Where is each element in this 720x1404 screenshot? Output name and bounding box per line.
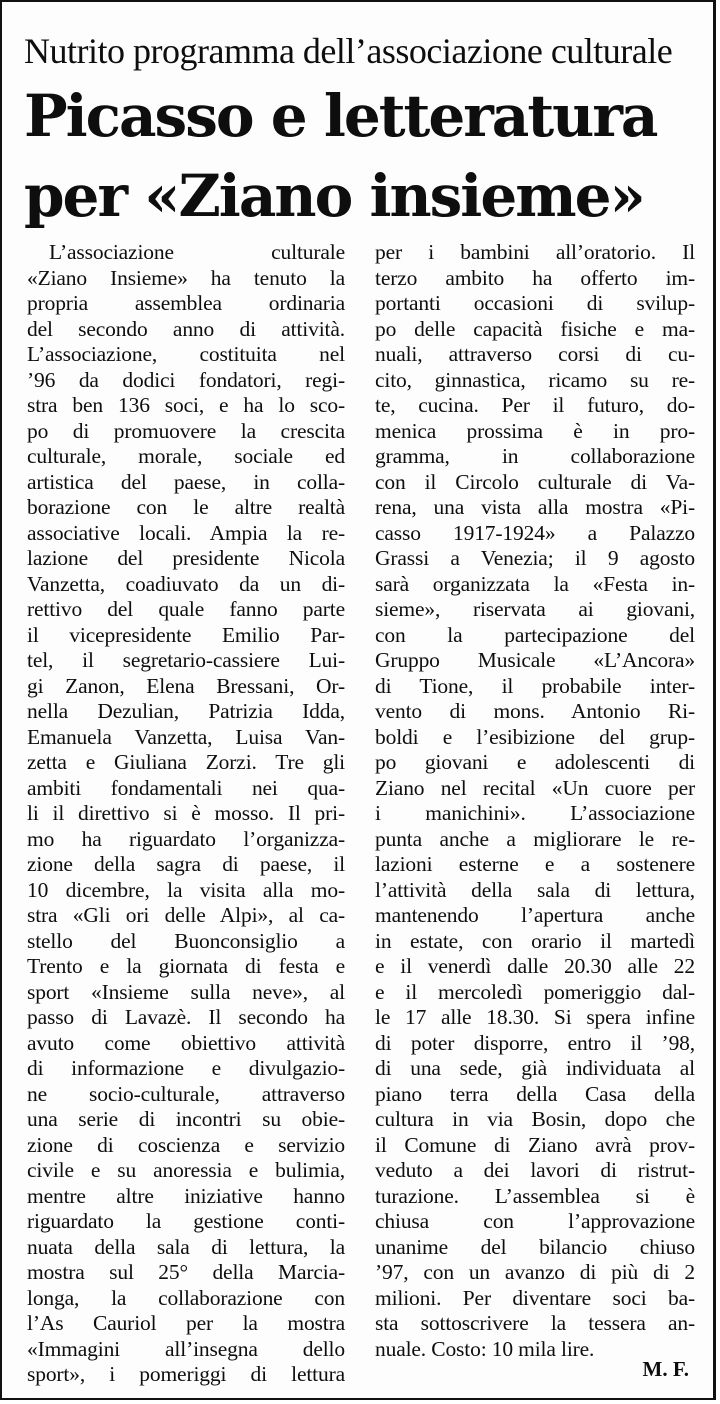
text-line: i manichini». L’associazione [375,801,695,825]
text-line: con la partecipazione del [375,622,695,647]
text-line: passo di Lavazè. Il secondo ha [27,1005,345,1029]
text-line: stra «Gli ori delle Alpi», al ca- [27,903,345,927]
text-line: di Tione, il probabile inter- [375,673,695,698]
text-line: del secondo anno di attività. [27,316,345,341]
text-line: sarà organizzata la «Festa in- [375,571,695,596]
author-byline: M. F. [642,1357,689,1381]
text-line: lazione del presidente Nicola [27,546,345,570]
text-line: Vanzetta, coadiuvato da un di- [27,571,345,596]
text-line: associative locali. Ampia la re- [27,520,345,545]
text-line: e il venerdì dalle 20.30 alle 22 [375,954,695,978]
text-line: L’associazione culturale [49,240,345,264]
text-line: con il Circolo culturale di Va- [375,469,695,494]
text-line: Gruppo Musicale «L’Ancora» [375,648,695,672]
text-line: gramma, in collaborazione [375,444,695,468]
text-line: li il direttivo si è mosso. Il pri- [27,801,345,825]
text-line: di informazione e divulgazio- [27,1056,345,1080]
text-line: cito, ginnastica, ricamo su re- [375,367,695,392]
text-line: tel, il segretario-cassiere Lui- [27,648,345,672]
text-line: l’As Cauriol per la mostra [27,1311,345,1335]
text-line: zetta e Giuliana Zorzi. Tre gli [27,750,345,774]
text-line: nella Dezulian, Patrizia Idda, [27,699,345,723]
text-line: il vicepresidente Emilio Par- [27,622,345,647]
text-line: longa, la collaborazione con [27,1285,345,1310]
text-line: turazione. L’assemblea si è [375,1183,695,1208]
text-line: veduto a dei lavori di ristrut- [375,1158,695,1182]
text-line: civile e su anoressia e bulimia, [27,1158,345,1182]
text-line: Emanuela Vanzetta, Luisa Van- [27,724,345,749]
text-line: propria assemblea ordinaria [27,291,345,315]
text-line: terzo ambito ha offerto im- [375,265,695,290]
text-line: le 17 alle 18.30. Si spera infine [375,1005,695,1029]
text-line: po giovani e adolescenti di [375,750,695,774]
article-kicker: Nutrito programma dell’associazione culturale [24,31,673,71]
text-line: «Immagini all’insegna dello [27,1336,345,1361]
text-line: culturale, morale, sociale ed [27,444,345,468]
text-line: lazioni esterne e a sostenere [375,852,695,876]
text-line: boldi e l’esibizione del grup- [375,724,695,749]
text-line: «Ziano Insieme» ha tenuto la [27,265,345,290]
text-line: rena, una vista alla mostra «Pi- [375,495,695,519]
text-line: sieme», riservata ai giovani, [375,597,695,621]
text-line: ambiti fondamentali nei qua- [27,775,345,800]
text-line: portanti occasioni di svilup- [375,291,695,315]
text-line: artistica del paese, in colla- [27,469,345,494]
text-line: sport «Insieme sulla neve», al [27,979,345,1004]
text-line: menica prossima è in pro- [375,418,695,443]
text-line: unanime del bilancio chiuso [375,1234,695,1259]
text-line: l’attività della sala di lettura, [375,877,695,902]
text-line: rettivo del quale fanno parte [27,597,345,621]
text-line: stra ben 136 soci, e ha lo sco- [27,393,345,417]
text-line: avuto come obiettivo attività [27,1030,345,1055]
text-line: mantenendo l’apertura anche [375,903,695,927]
text-line: sta sottoscrivere la tessera an- [375,1311,695,1335]
text-line: ’97, con un avanzo di più di 2 [375,1260,695,1284]
text-line: nuale. Costo: 10 mila lire. [375,1336,595,1361]
text-line: mostra sul 25° della Marcia- [27,1260,345,1284]
text-line: mentre altre iniziative hanno [27,1183,345,1208]
text-line: nuata della sala di lettura, la [27,1234,345,1259]
text-line: cultura in via Bosin, dopo che [375,1107,695,1131]
text-line: nuali, attraverso corsi di cu- [375,342,695,366]
text-line: ne socio-culturale, attraverso [27,1081,345,1106]
text-line: di una sede, già individuata al [375,1056,695,1080]
text-line: gi Zanon, Elena Bressani, Or- [27,673,345,698]
headline-line-2: per «Ziano insieme» [24,162,644,230]
text-line: e il mercoledì pomeriggio dal- [375,979,695,1004]
text-line: milioni. Per diventare soci ba- [375,1285,695,1310]
text-line: ’96 da dodici fondatori, regi- [27,367,345,392]
text-line: in estate, con orario il martedì [375,928,695,953]
text-line: Ziano nel recital «Un cuore per [375,775,695,800]
text-line: per i bambini all’oratorio. Il [375,240,695,264]
text-line: riguardato la gestione conti- [27,1209,345,1233]
text-line: borazione con le altre realtà [27,495,345,519]
text-line: piano terra della Casa della [375,1081,695,1106]
text-line: Trento e la giornata di festa e [27,954,345,978]
text-line: Grassi a Venezia; il 9 agosto [375,546,695,570]
text-line: 10 dicembre, la visita alla mo- [27,877,345,902]
text-line: stello del Buonconsiglio a [27,928,345,953]
text-line: chiusa con l’approvazione [375,1209,695,1233]
text-line: il Comune di Ziano avrà prov- [375,1132,695,1157]
text-line: zione della sagra di paese, il [27,852,345,876]
text-line: po delle capacità fisiche e ma- [375,316,695,341]
text-line: vento di mons. Antonio Ri- [375,699,695,723]
article-column-left [27,240,345,1388]
text-line: punta anche a migliorare le re- [375,826,695,851]
headline-line-1: Picasso e letteratura [24,82,657,150]
text-line: sport», i pomeriggi di lettura [27,1362,345,1386]
text-line: L’associazione, costituita nel [27,342,345,366]
text-line: casso 1917-1924» a Palazzo [375,520,695,545]
text-line: mo ha riguardato l’organizza- [27,826,345,851]
article-column-right [375,240,695,1362]
text-line: una serie di incontri su obie- [27,1107,345,1131]
text-line: te, cucina. Per il futuro, do- [375,393,695,417]
text-line: di poter disporre, entro il ’98, [375,1030,695,1055]
text-line: zione di coscienza e servizio [27,1132,345,1157]
text-line: po di promuovere la crescita [27,418,345,443]
